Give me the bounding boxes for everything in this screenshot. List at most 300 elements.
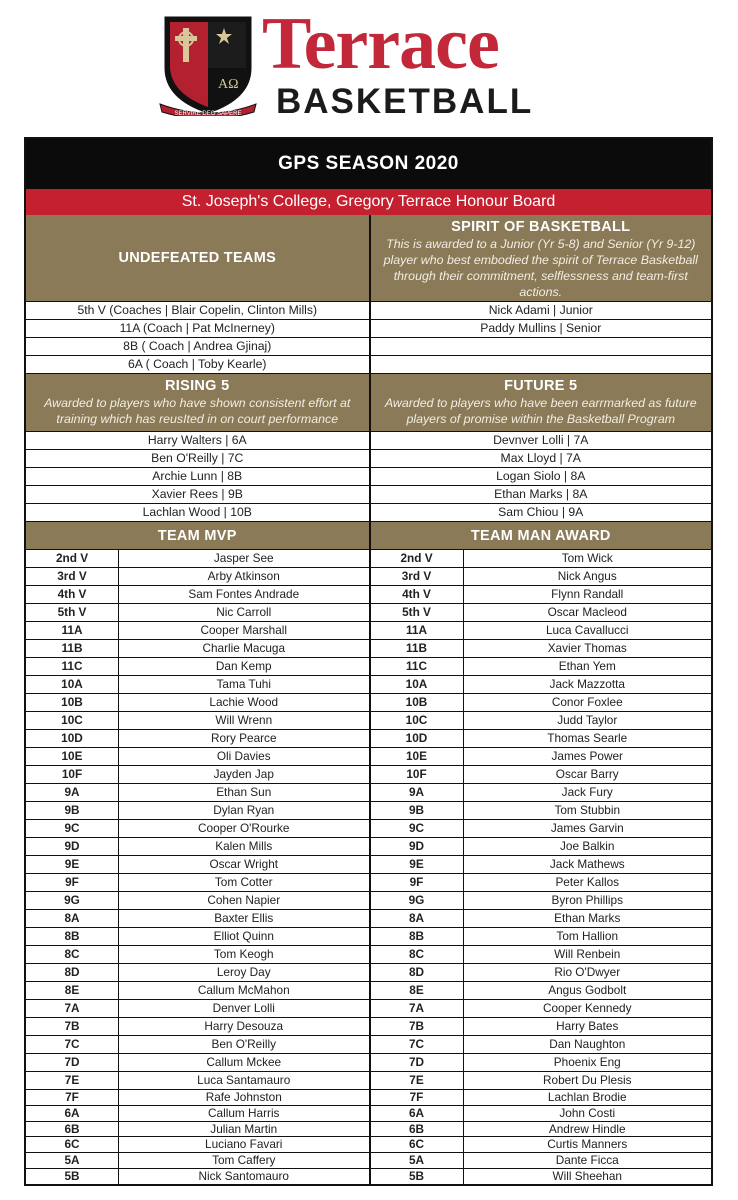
- team-mvp-cell: [26, 1090, 369, 1105]
- team-label: 9F: [371, 874, 464, 891]
- team-man-player-name: Rio O'Dwyer: [554, 965, 621, 979]
- mvp-player-name: Nick Santomauro: [198, 1168, 289, 1183]
- team-man-cell: [369, 982, 712, 999]
- mvp-player-name: Rafe Johnston: [205, 1090, 282, 1104]
- team-man-player-name: Jack Mazzotta: [549, 677, 625, 691]
- mvp-player-name: Oli Davies: [216, 749, 271, 763]
- team-man-player-name: Jack Mathews: [549, 857, 625, 871]
- team-label: 8C: [26, 946, 119, 963]
- team-mvp-cell: [26, 568, 369, 585]
- team-mvp-cell: [26, 676, 369, 693]
- award-row: [26, 1105, 711, 1121]
- team-mvp-cell: [26, 550, 369, 567]
- award-row: [26, 711, 711, 729]
- award-row: [26, 729, 711, 747]
- award-row: [26, 747, 711, 765]
- team-label: 10C: [26, 712, 119, 729]
- award-row: [26, 1089, 711, 1105]
- award-row: [26, 1152, 711, 1168]
- award-row: [26, 603, 711, 621]
- mvp-player-name: Leroy Day: [216, 965, 271, 979]
- team-man-cell: [369, 1072, 712, 1089]
- team-man-player-name: Tom Wick: [561, 551, 613, 565]
- future-5-row: Devnver Lolli | 7A: [371, 431, 712, 449]
- team-mvp-cell: [26, 1018, 369, 1035]
- team-label: 11C: [371, 658, 464, 675]
- team-mvp-cell: [26, 1106, 369, 1121]
- team-label: 10A: [26, 676, 119, 693]
- spirit-heading: SPIRIT OF BASKETBALL: [451, 219, 631, 235]
- board-subtitle: St. Joseph's College, Gregory Terrace Honour Board: [26, 189, 711, 215]
- award-row: [26, 1121, 711, 1137]
- undefeated-row: 11A (Coach | Pat McInerney): [26, 319, 369, 337]
- future-5-row: Sam Chiou | 9A: [371, 503, 712, 521]
- team-man-award-header: [369, 522, 712, 549]
- team-mvp-cell: [26, 1036, 369, 1053]
- team-man-cell: [369, 712, 712, 729]
- mvp-player-name: Dylan Ryan: [213, 803, 275, 817]
- board-title: GPS SEASON 2020: [26, 139, 711, 189]
- team-man-player-name: Flynn Randall: [551, 587, 624, 601]
- mvp-player-name: Luciano Favari: [205, 1137, 283, 1152]
- team-man-player-name: Thomas Searle: [547, 731, 628, 745]
- team-label: 5A: [26, 1153, 119, 1168]
- team-mvp-cell: [26, 1054, 369, 1071]
- mvp-player-name: Julian Martin: [210, 1121, 278, 1136]
- team-label: 7F: [26, 1090, 119, 1105]
- team-label: 9C: [371, 820, 464, 837]
- team-label: 11A: [26, 622, 119, 639]
- award-row: [26, 639, 711, 657]
- team-label: 10C: [371, 712, 464, 729]
- mvp-player-name: Harry Desouza: [204, 1019, 284, 1033]
- team-label: 7A: [26, 1000, 119, 1017]
- award-row: [26, 927, 711, 945]
- team-man-cell: [369, 910, 712, 927]
- team-man-player-name: Harry Bates: [556, 1019, 619, 1033]
- team-label: 11C: [26, 658, 119, 675]
- team-man-cell: [369, 604, 712, 621]
- team-mvp-cell: [26, 784, 369, 801]
- team-label: 9E: [26, 856, 119, 873]
- team-man-player-name: Phoenix Eng: [553, 1055, 621, 1069]
- team-man-player-name: Dan Naughton: [549, 1037, 626, 1051]
- team-man-cell: [369, 1054, 712, 1071]
- team-label: 3rd V: [371, 568, 464, 585]
- team-label: 9F: [26, 874, 119, 891]
- spirit-description: This is awarded to a Junior (Yr 5-8) and Senior (Yr 9-12) player who best embodied the spirit of Terrace Basketball through their commitment, selflessness and team-first actions.: [383, 237, 698, 299]
- team-man-cell: [369, 946, 712, 963]
- team-label: 9D: [371, 838, 464, 855]
- rising-future-section: [26, 373, 711, 521]
- future-5-description: Awarded to players who have been earrmarked as future players of promise within the Basketball Program: [384, 396, 697, 426]
- undefeated-row: 5th V (Coaches | Blair Copelin, Clinton Mills): [26, 301, 369, 319]
- mvp-player-name: Jasper See: [213, 551, 274, 565]
- team-label: 9B: [26, 802, 119, 819]
- award-row: [26, 999, 711, 1017]
- award-row: [26, 801, 711, 819]
- team-label: 8E: [26, 982, 119, 999]
- team-label: 6C: [26, 1137, 119, 1152]
- future-5-header: [371, 374, 712, 431]
- team-label: 5B: [371, 1169, 464, 1184]
- award-row: [26, 819, 711, 837]
- team-label: 8A: [371, 910, 464, 927]
- team-label: 11B: [371, 640, 464, 657]
- future-5-row: Ethan Marks | 8A: [371, 485, 712, 503]
- team-man-cell: [369, 820, 712, 837]
- team-man-player-name: Dante Ficca: [555, 1153, 619, 1168]
- mvp-player-name: Ben O'Reilly: [211, 1037, 277, 1051]
- team-label: 5A: [371, 1153, 464, 1168]
- team-man-player-name: Angus Godbolt: [548, 983, 627, 997]
- team-man-cell: [369, 928, 712, 945]
- mvp-player-name: Rory Pearce: [210, 731, 277, 745]
- team-label: 10A: [371, 676, 464, 693]
- team-man-cell: [369, 802, 712, 819]
- future-5-row: Logan Siolo | 8A: [371, 467, 712, 485]
- mvp-player-name: Tom Keogh: [213, 947, 274, 961]
- team-man-player-name: Joe Balkin: [560, 839, 615, 853]
- team-mvp-cell: [26, 820, 369, 837]
- team-label: 7E: [26, 1072, 119, 1089]
- team-label: 7B: [26, 1018, 119, 1035]
- team-label: 10D: [26, 730, 119, 747]
- team-label: 7C: [371, 1036, 464, 1053]
- undefeated-spirit-section: [26, 215, 711, 373]
- award-row: [26, 567, 711, 585]
- spirit-header: [371, 215, 712, 301]
- team-mvp-cell: [26, 1000, 369, 1017]
- team-man-player-name: Will Renbein: [554, 947, 621, 961]
- rising-5-description: Awarded to players who have shown consistent effort at training which has reusIted in on court performance: [44, 396, 351, 426]
- team-man-player-name: James Garvin: [550, 821, 624, 835]
- team-man-award-heading: TEAM MAN AWARD: [470, 527, 611, 544]
- team-mvp-cell: [26, 640, 369, 657]
- team-mvp-cell: [26, 604, 369, 621]
- mvp-player-name: Callum Harris: [208, 1105, 280, 1120]
- mvp-player-name: Callum McMahon: [197, 983, 290, 997]
- team-mvp-cell: [26, 730, 369, 747]
- team-man-cell: [369, 1153, 712, 1168]
- team-man-player-name: Byron Phillips: [551, 893, 623, 907]
- undefeated-teams-header: [26, 215, 369, 301]
- team-man-player-name: Andrew Hindle: [548, 1121, 626, 1136]
- rising-5-row: Archie Lunn | 8B: [26, 467, 369, 485]
- mvp-player-name: Baxter Ellis: [214, 911, 274, 925]
- rising-5-header: [26, 374, 369, 431]
- team-label: 11A: [371, 622, 464, 639]
- mvp-player-name: Kalen Mills: [215, 839, 273, 853]
- team-man-cell: [369, 1169, 712, 1184]
- team-mvp-cell: [26, 874, 369, 891]
- award-row: [26, 981, 711, 999]
- team-man-player-name: James Power: [551, 749, 623, 763]
- team-man-cell: [369, 748, 712, 765]
- mvp-player-name: Cohen Napier: [207, 893, 281, 907]
- mvp-player-name: Lachie Wood: [209, 695, 279, 709]
- team-label: 5th V: [26, 604, 119, 621]
- team-mvp-cell: [26, 928, 369, 945]
- mvp-player-name: Nic Carroll: [216, 605, 272, 619]
- team-label: 9D: [26, 838, 119, 855]
- award-row: [26, 1136, 711, 1152]
- mvp-player-name: Denver Lolli: [212, 1001, 275, 1015]
- team-label: 8E: [371, 982, 464, 999]
- team-man-cell: [369, 676, 712, 693]
- team-man-cell: [369, 550, 712, 567]
- team-mvp-cell: [26, 838, 369, 855]
- team-man-cell: [369, 586, 712, 603]
- team-man-player-name: Jack Fury: [561, 785, 613, 799]
- team-man-player-name: Curtis Manners: [547, 1137, 628, 1152]
- mvp-player-name: Luca Santamauro: [197, 1073, 291, 1087]
- mvp-player-name: Elliot Quinn: [213, 929, 274, 943]
- undefeated-row: 6A ( Coach | Toby Kearle): [26, 355, 369, 373]
- team-label: 3rd V: [26, 568, 119, 585]
- award-row: [26, 693, 711, 711]
- mvp-player-name: Tama Tuhi: [216, 677, 271, 691]
- award-row: [26, 855, 711, 873]
- spirit-row: Nick Adami | Junior: [371, 301, 712, 319]
- team-label: 5B: [26, 1169, 119, 1184]
- team-label: 9C: [26, 820, 119, 837]
- team-label: 9A: [26, 784, 119, 801]
- team-mvp-cell: [26, 748, 369, 765]
- team-label: 2nd V: [26, 550, 119, 567]
- mvp-player-name: Sam Fontes Andrade: [188, 587, 300, 601]
- team-label: 8D: [371, 964, 464, 981]
- award-row: [26, 585, 711, 603]
- team-man-player-name: Tom Stubbin: [554, 803, 621, 817]
- team-mvp-cell: [26, 712, 369, 729]
- team-label: 10E: [371, 748, 464, 765]
- award-row: [26, 1168, 711, 1184]
- award-row: [26, 837, 711, 855]
- team-mvp-cell: [26, 910, 369, 927]
- team-man-player-name: Ethan Marks: [554, 911, 621, 925]
- award-row: [26, 891, 711, 909]
- team-mvp-heading: TEAM MVP: [157, 527, 237, 544]
- team-label: 8B: [26, 928, 119, 945]
- team-man-cell: [369, 1036, 712, 1053]
- mvp-player-name: Will Wrenn: [215, 713, 273, 727]
- mvp-player-name: Charlie Macuga: [202, 641, 286, 655]
- team-man-player-name: Cooper Kennedy: [542, 1001, 632, 1015]
- team-man-player-name: Peter Kallos: [555, 875, 620, 889]
- team-label: 10D: [371, 730, 464, 747]
- award-row: [26, 1071, 711, 1089]
- team-label: 7D: [26, 1054, 119, 1071]
- mvp-player-name: Cooper Marshall: [200, 623, 288, 637]
- team-man-player-name: Luca Cavallucci: [545, 623, 629, 637]
- team-mvp-cell: [26, 1137, 369, 1152]
- award-row: [26, 945, 711, 963]
- team-man-cell: [369, 622, 712, 639]
- team-label: 6A: [371, 1106, 464, 1121]
- team-label: 9A: [371, 784, 464, 801]
- team-man-player-name: Robert Du Plesis: [542, 1073, 632, 1087]
- rising-5-row: Lachlan Wood | 10B: [26, 503, 369, 521]
- team-mvp-cell: [26, 964, 369, 981]
- team-mvp-cell: [26, 856, 369, 873]
- honour-board: [24, 137, 713, 1186]
- team-man-player-name: Tom Hallion: [556, 929, 619, 943]
- mvp-player-name: Cooper O'Rourke: [198, 821, 290, 835]
- award-row: [26, 675, 711, 693]
- future-5-column: [369, 374, 712, 521]
- team-label: 10B: [371, 694, 464, 711]
- team-man-cell: [369, 784, 712, 801]
- svg-text:SERVIRE DEO SAPERE: SERVIRE DEO SAPERE: [174, 111, 242, 116]
- award-row: [26, 963, 711, 981]
- spirit-of-basketball-column: [369, 215, 712, 373]
- team-man-cell: [369, 838, 712, 855]
- svg-text:AΩ: AΩ: [218, 77, 239, 92]
- spirit-row: Paddy Mullins | Senior: [371, 319, 712, 337]
- team-man-cell: [369, 1018, 712, 1035]
- rising-5-row: Xavier Rees | 9B: [26, 485, 369, 503]
- team-mvp-cell: [26, 946, 369, 963]
- team-label: 2nd V: [371, 550, 464, 567]
- rising-5-heading: RISING 5: [165, 378, 230, 394]
- team-man-cell: [369, 1122, 712, 1137]
- team-label: 6B: [371, 1122, 464, 1137]
- college-crest-icon: [158, 12, 258, 116]
- team-label: 5th V: [371, 604, 464, 621]
- award-row: [26, 621, 711, 639]
- team-man-player-name: Nick Angus: [557, 569, 617, 583]
- team-man-player-name: Ethan Yem: [558, 659, 616, 673]
- team-mvp-cell: [26, 1072, 369, 1089]
- team-mvp-header: [26, 522, 369, 549]
- mvp-player-name: Dan Kemp: [215, 659, 272, 673]
- award-row: [26, 1053, 711, 1071]
- team-mvp-cell: [26, 622, 369, 639]
- spirit-row: [371, 337, 712, 355]
- award-row: [26, 909, 711, 927]
- wordmark-terrace: Terrace: [262, 3, 499, 85]
- team-label: 9E: [371, 856, 464, 873]
- team-mvp-cell: [26, 982, 369, 999]
- team-mvp-cell: [26, 1122, 369, 1137]
- team-label: 7D: [371, 1054, 464, 1071]
- team-man-cell: [369, 640, 712, 657]
- mvp-player-name: Tom Cotter: [214, 875, 273, 889]
- undefeated-row: 8B ( Coach | Andrea Gjinaj): [26, 337, 369, 355]
- team-label: 7B: [371, 1018, 464, 1035]
- team-man-player-name: Xavier Thomas: [547, 641, 627, 655]
- wordmark-basketball: BASKETBALL: [276, 82, 534, 121]
- team-man-player-name: Will Sheehan: [552, 1168, 622, 1183]
- team-mvp-cell: [26, 658, 369, 675]
- award-row: [26, 1017, 711, 1035]
- spirit-row: [371, 355, 712, 373]
- team-label: 7E: [371, 1072, 464, 1089]
- team-mvp-cell: [26, 1153, 369, 1168]
- team-man-cell: [369, 1000, 712, 1017]
- team-label: 4th V: [26, 586, 119, 603]
- team-man-player-name: Oscar Macleod: [547, 605, 627, 619]
- rising-5-row: Ben O'Reilly | 7C: [26, 449, 369, 467]
- team-mvp-cell: [26, 766, 369, 783]
- team-label: 9G: [26, 892, 119, 909]
- mvp-player-name: Jayden Jap: [213, 767, 274, 781]
- team-man-cell: [369, 856, 712, 873]
- team-man-cell: [369, 658, 712, 675]
- mvp-player-name: Tom Caffery: [212, 1153, 276, 1168]
- future-5-row: Max Lloyd | 7A: [371, 449, 712, 467]
- team-label: 11B: [26, 640, 119, 657]
- award-row: [26, 783, 711, 801]
- undefeated-teams-heading: UNDEFEATED TEAMS: [118, 250, 277, 266]
- rising-5-row: Harry Walters | 6A: [26, 431, 369, 449]
- team-man-player-name: Lachlan Brodie: [547, 1090, 627, 1104]
- awards-header-row: [26, 521, 711, 549]
- team-man-player-name: Judd Taylor: [557, 713, 618, 727]
- team-mvp-cell: [26, 892, 369, 909]
- award-row: [26, 1035, 711, 1053]
- team-label: 8A: [26, 910, 119, 927]
- terrace-basketball-logo: [158, 3, 558, 121]
- undefeated-teams-column: [26, 215, 369, 373]
- mvp-player-name: Oscar Wright: [209, 857, 279, 871]
- team-label: 8D: [26, 964, 119, 981]
- team-man-cell: [369, 1090, 712, 1105]
- team-man-player-name: Conor Foxlee: [551, 695, 623, 709]
- team-man-cell: [369, 730, 712, 747]
- team-label: 6B: [26, 1122, 119, 1137]
- team-label: 7C: [26, 1036, 119, 1053]
- team-label: 4th V: [371, 586, 464, 603]
- team-man-cell: [369, 766, 712, 783]
- team-mvp-cell: [26, 802, 369, 819]
- team-label: 9G: [371, 892, 464, 909]
- team-label: 10E: [26, 748, 119, 765]
- award-row: [26, 765, 711, 783]
- award-row: [26, 549, 711, 567]
- team-mvp-cell: [26, 586, 369, 603]
- team-man-cell: [369, 892, 712, 909]
- team-man-cell: [369, 694, 712, 711]
- team-label: 6C: [371, 1137, 464, 1152]
- awards-grid: [26, 549, 711, 1184]
- rising-5-column: [26, 374, 369, 521]
- team-man-cell: [369, 568, 712, 585]
- team-label: 7F: [371, 1090, 464, 1105]
- team-man-player-name: John Costi: [559, 1105, 616, 1120]
- team-man-cell: [369, 1106, 712, 1121]
- team-man-cell: [369, 964, 712, 981]
- award-row: [26, 657, 711, 675]
- team-man-cell: [369, 1137, 712, 1152]
- team-mvp-cell: [26, 694, 369, 711]
- future-5-heading: FUTURE 5: [504, 378, 578, 394]
- team-mvp-cell: [26, 1169, 369, 1184]
- mvp-player-name: Ethan Sun: [216, 785, 272, 799]
- mvp-player-name: Arby Atkinson: [207, 569, 280, 583]
- award-row: [26, 873, 711, 891]
- team-label: 10B: [26, 694, 119, 711]
- team-label: 8B: [371, 928, 464, 945]
- team-man-cell: [369, 874, 712, 891]
- team-label: 8C: [371, 946, 464, 963]
- team-label: 10F: [371, 766, 464, 783]
- team-label: 6A: [26, 1106, 119, 1121]
- mvp-player-name: Callum Mckee: [206, 1055, 282, 1069]
- team-label: 7A: [371, 1000, 464, 1017]
- team-man-player-name: Oscar Barry: [555, 767, 619, 781]
